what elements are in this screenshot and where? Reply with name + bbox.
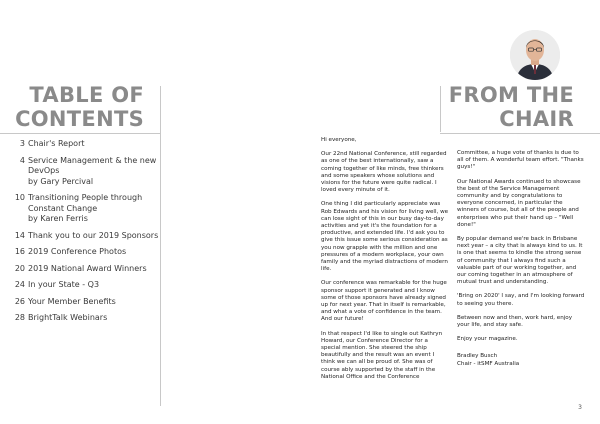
toc-page-number: 28 bbox=[14, 313, 25, 322]
chair-vertical-rule bbox=[440, 86, 441, 132]
letter-paragraph: Our National Awards continued to showcase the best of the Service Management community and by congratulations to everyone concerned, in particular the winners of course, but all of the people and enterprises who put their hand up – "Well done!" bbox=[457, 178, 581, 228]
chair-letter-column-1 bbox=[321, 137, 449, 388]
chair-divider bbox=[440, 133, 600, 134]
letter-paragraph: By popular demand we're back in Brisbane next year – a city that is always kind to us. It is one that seems to kindle the strong sense of community that I always find such a valuable part of our working together, and our coming together in an atmosphere of mutual trust and understanding. bbox=[457, 236, 583, 286]
toc-divider bbox=[0, 133, 160, 134]
toc-page-number: 3 bbox=[19, 139, 25, 148]
signature-name: Bradley Busch bbox=[457, 353, 498, 360]
letter-paragraph: Between now and then, work hard, enjoy your life, and stay safe. bbox=[457, 314, 573, 329]
letter-paragraph: Enjoy your magazine. bbox=[457, 336, 518, 343]
page-number: 3 bbox=[578, 404, 582, 411]
chair-title-line2: CHAIR bbox=[499, 107, 574, 131]
toc-item-title: 2019 Conference Photos bbox=[28, 247, 127, 256]
toc-item-conference-photos[interactable] bbox=[0, 247, 160, 258]
toc-item-title-cont: DevOps bbox=[28, 166, 60, 175]
toc-item-member-benefits[interactable] bbox=[0, 297, 160, 308]
person-photo-icon bbox=[510, 30, 560, 80]
letter-paragraph: In that respect I'd like to single out Kathryn Howard, our Conference Director for a special mention. She steered the ship beautifully and the result was an event I think we can all be proud of. She was of course ably supported by the staff in the National Office and the Conference bbox=[321, 330, 443, 380]
toc-heading bbox=[0, 83, 144, 131]
toc-item-title: 2019 National Award Winners bbox=[28, 263, 147, 273]
letter-paragraph: One thing I did particularly appreciate was Rob Edwards and his vision for living well, we can lose sight of this in our busy day-to-day activities and yet it's the foundation for a productive, and extended life. I'd ask you to give this issue some serious consideration as you now grapple with the million and one pressures of a modern workplace, your own family and the myriad distractions of modern life. bbox=[321, 201, 449, 273]
chair-heading bbox=[440, 83, 574, 131]
toc-item-title-cont: Constant Change bbox=[28, 203, 98, 213]
toc-title-line2: CONTENTS bbox=[15, 107, 144, 131]
toc-page-number: 10 bbox=[14, 193, 25, 202]
toc-item-award-winners[interactable] bbox=[0, 264, 160, 275]
letter-greeting: Hi everyone, bbox=[321, 137, 357, 143]
toc-item-author: by Karen Ferris bbox=[28, 214, 88, 223]
chair-avatar bbox=[510, 30, 560, 80]
letter-paragraph: 'Bring on 2020' I say, and I'm looking forward to seeing you there. bbox=[457, 293, 585, 307]
toc-list bbox=[0, 139, 160, 330]
chair-letter-column-2 bbox=[457, 150, 585, 368]
signature-title: Chair - itSMF Australia bbox=[457, 360, 520, 367]
toc-item-service-management[interactable] bbox=[0, 156, 160, 188]
toc-page-number: 20 bbox=[14, 263, 25, 273]
chair-title-line1: FROM THE bbox=[448, 83, 574, 107]
toc-item-title: BrightTalk Webinars bbox=[28, 313, 108, 322]
letter-paragraph: Committee, a huge vote of thanks is due to all of them. A wonderful team effort. "Thanks guys!" bbox=[457, 150, 584, 171]
toc-item-sponsors[interactable] bbox=[0, 231, 160, 242]
toc-title-line1: TABLE OF bbox=[29, 83, 144, 107]
toc-page-number: 14 bbox=[14, 230, 25, 240]
letter-paragraph: Our conference was remarkable for the huge sponsor support it generated and I know some of those sponsors have already signed up for next year. That in itself is remarkable, and what a vote of confidence in the team. And our future! bbox=[321, 280, 447, 323]
toc-item-author: by Gary Percival bbox=[28, 176, 94, 186]
toc-item-title: Thank you to our 2019 Sponsors bbox=[28, 230, 159, 240]
toc-item-in-your-state[interactable] bbox=[0, 280, 160, 291]
toc-item-brighttalk-webinars[interactable] bbox=[0, 313, 160, 324]
toc-item-title: Chair's Report bbox=[28, 139, 85, 148]
toc-item-title: In your State - Q3 bbox=[28, 280, 100, 289]
toc-page-number: 24 bbox=[14, 280, 25, 289]
letter-paragraph: Our 22nd National Conference, still regarded as one of the best internationally, saw a coming together of like minds, free thinkers and some speakers whose solutions and visions for the future were quite radical. I loved every minute of it. bbox=[321, 151, 447, 194]
toc-item-title: Your Member Benefits bbox=[28, 296, 116, 306]
toc-page-number: 26 bbox=[14, 296, 25, 306]
toc-item-transitioning-people[interactable] bbox=[0, 193, 160, 225]
toc-vertical-rule bbox=[160, 86, 161, 406]
toc-page-number: 16 bbox=[14, 247, 25, 256]
toc-item-title: Service Management & the new bbox=[28, 155, 157, 165]
toc-page-number: 4 bbox=[19, 155, 25, 165]
toc-item-title: Transitioning People through bbox=[28, 193, 143, 202]
toc-item-chairs-report[interactable] bbox=[0, 139, 160, 150]
